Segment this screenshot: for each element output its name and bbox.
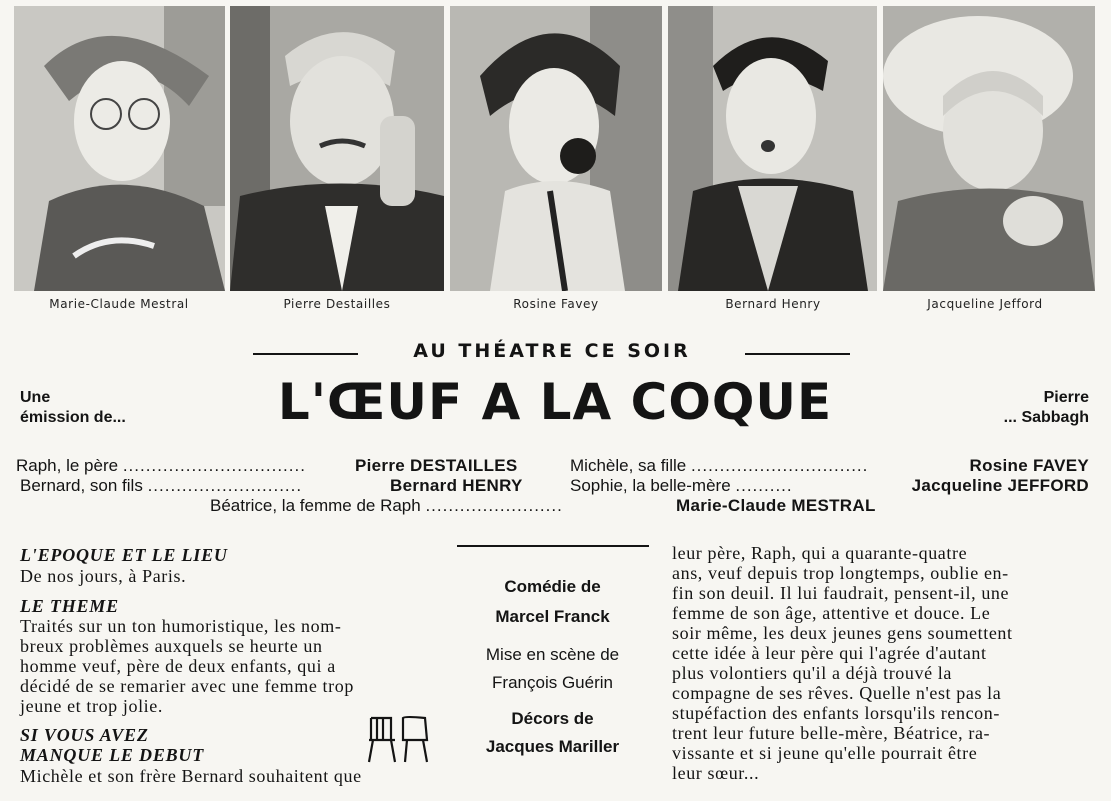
credit-comedy-label: Comédie de	[504, 577, 601, 596]
photo-caption: Jacqueline Jefford	[927, 297, 1043, 311]
text-line: décidé de se remarier avec une femme trop	[20, 676, 354, 696]
portrait-man-telephone	[230, 6, 444, 291]
text-line: soir même, les deux jeunes gens soumettent	[672, 623, 1013, 643]
portrait-girl-telephone	[450, 6, 662, 291]
credit-sets-label: Décors de	[511, 709, 594, 728]
cast-role: Béatrice, la femme de Raph	[210, 496, 421, 515]
text-line: trent leur future belle-mère, Béatrice, ra-	[672, 723, 991, 743]
section-heading-debut-1: SI VOUS AVEZ	[20, 725, 149, 745]
cast-row: Raph, le père ................................	[16, 456, 306, 475]
text-line: homme veuf, père de deux enfants, qui a	[20, 656, 336, 676]
chairs-icon	[365, 714, 435, 764]
text-line: ans, veuf depuis trop longtemps, oublie en-	[672, 563, 1009, 583]
portrait-young-man	[668, 6, 877, 291]
text-line: femme de son âge, attentive et douce. Le	[672, 603, 991, 623]
portrait-woman-headscarf	[14, 6, 225, 291]
broadcast-credit-right-2: ... Sabbagh	[1003, 409, 1089, 426]
photo-caption: Bernard Henry	[725, 297, 821, 311]
theme-paragraph	[20, 616, 440, 716]
portrait-woman-hat	[883, 6, 1095, 291]
story-paragraph	[672, 543, 1092, 783]
photo-caption: Pierre Destailles	[283, 297, 391, 311]
photo-caption: Rosine Favey	[513, 297, 599, 311]
text-line: breux problèmes auxquels se heurte un	[20, 636, 323, 656]
credit-staging-label: Mise en scène de	[485, 645, 620, 664]
section-heading-epoque: L'EPOQUE ET LE LIEU	[20, 545, 228, 565]
play-title: L'ŒUF A LA COQUE	[277, 373, 833, 431]
broadcast-credit-left-2: émission de...	[20, 409, 126, 426]
credit-director: François Guérin	[492, 673, 613, 692]
text-line: Traités sur un ton humoristique, les nom-	[20, 616, 342, 636]
photo-pierre-destailles	[230, 6, 444, 291]
photo-marie-claude-mestral	[14, 6, 225, 291]
text-line: cette idée à leur père qui l'agrée d'autant	[672, 643, 987, 663]
cast-actor: Rosine FAVEY	[969, 456, 1089, 475]
broadcast-credit-left-1: Une	[20, 389, 51, 406]
cast-actor: Bernard HENRY	[390, 476, 523, 495]
photo-caption: Marie-Claude Mestral	[49, 297, 189, 311]
text-line: plus volontiers qu'il a déjà trouvé la	[672, 663, 952, 683]
section-heading-theme: LE THEME	[20, 596, 119, 616]
text-line: stupéfaction des enfants lorsqu'ils rencon-	[672, 703, 1000, 723]
cast-actor: Jacqueline JEFFORD	[911, 476, 1089, 495]
credits-block	[455, 575, 650, 759]
text-line: leur sœur...	[672, 763, 760, 783]
cast-role: Bernard, son fils	[20, 476, 143, 495]
kicker-rule-left	[253, 353, 358, 355]
cast-row: Sophie, la belle-mère ..........	[570, 476, 793, 495]
section-text-debut: Michèle et son frère Bernard souhaitent que	[20, 766, 362, 786]
photo-rosine-favey	[450, 6, 662, 291]
text-line: jeune et trop jolie.	[20, 696, 163, 716]
photo-bernard-henry	[668, 6, 877, 291]
cast-actor: Marie-Claude MESTRAL	[676, 496, 876, 515]
cast-role: Raph, le père	[16, 456, 119, 475]
cast-row: Michèle, sa fille ...............................	[570, 456, 869, 475]
cast-row: Béatrice, la femme de Raph ........................	[210, 496, 563, 515]
broadcast-credit-right-1: Pierre	[1043, 389, 1089, 406]
cast-role: Michèle, sa fille	[570, 456, 687, 475]
credit-designer: Jacques Mariller	[485, 737, 620, 756]
cast-actor: Pierre DESTAILLES	[355, 456, 518, 475]
text-line: leur père, Raph, qui a quarante-quatre	[672, 543, 968, 563]
programme-kicker: AU THÉATRE CE SOIR	[413, 340, 691, 362]
section-text-epoque: De nos jours, à Paris.	[20, 566, 187, 586]
text-line: fin son deuil. Il lui faudrait, pensent-il, une	[672, 583, 1010, 603]
text-line: compagne de ses rêves. Quelle n'est pas la	[672, 683, 1002, 703]
cast-role: Sophie, la belle-mère	[570, 476, 731, 495]
credits-rule	[457, 545, 649, 547]
cast-row: Bernard, son fils ...........................	[20, 476, 303, 495]
photo-jacqueline-jefford	[883, 6, 1095, 291]
text-line: vissante et si jeune qu'elle pourrait être	[672, 743, 978, 763]
section-heading-debut-2: MANQUE LE DEBUT	[20, 745, 205, 765]
credit-author: Marcel Franck	[495, 607, 610, 626]
kicker-rule-right	[745, 353, 850, 355]
